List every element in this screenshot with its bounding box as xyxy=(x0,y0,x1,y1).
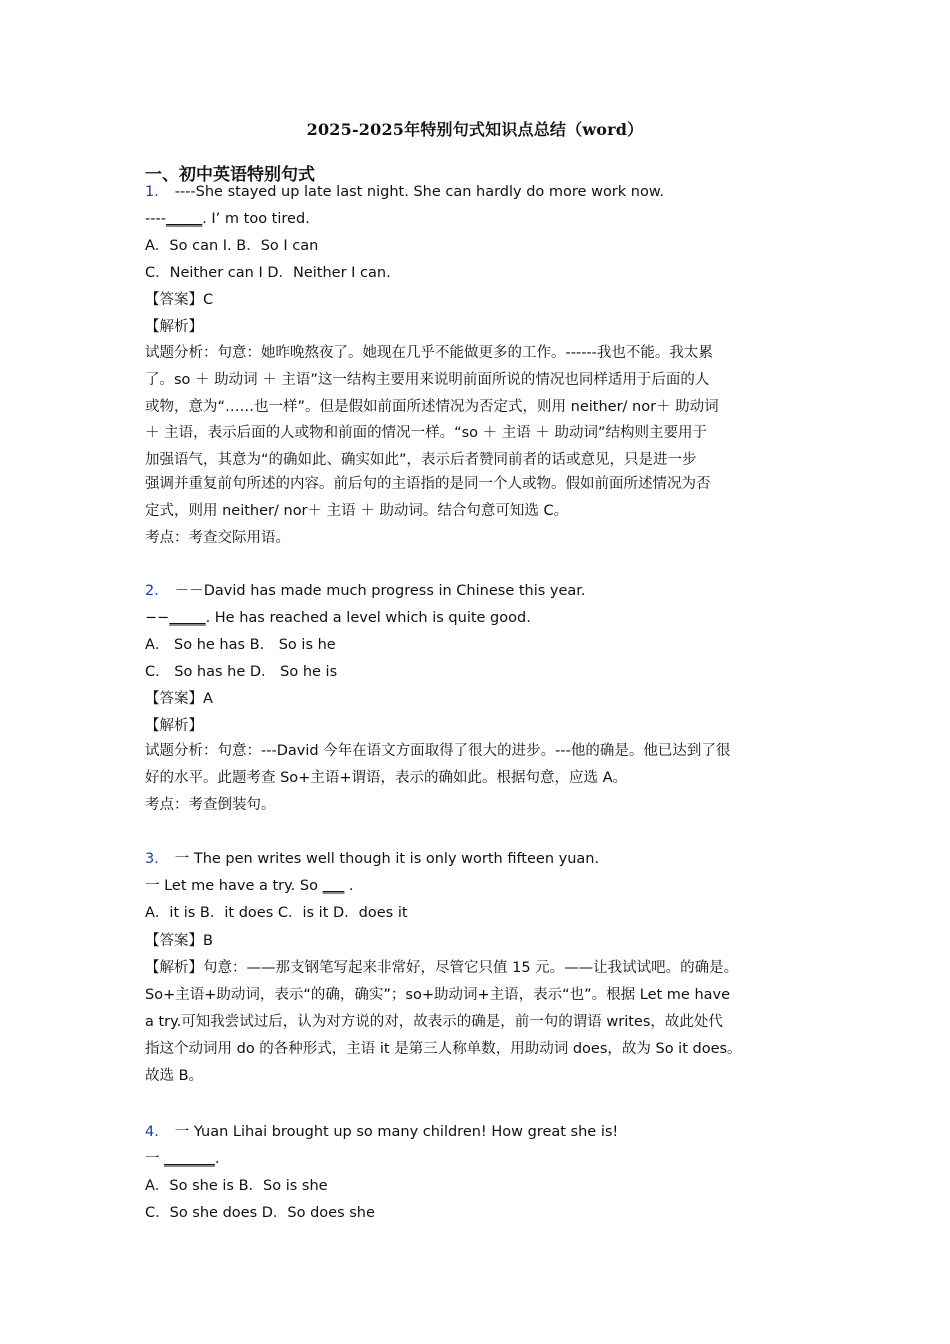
analysis-line: 了。so ＋ 助动词 ＋ 主语”这一结构主要用来说明前面所说的情况也同样适用于后面的人 xyxy=(145,372,710,388)
question-number: 1． xyxy=(145,184,169,200)
answer-blank: _______ xyxy=(164,1151,215,1167)
question-3-blank-line: 一 Let me have a try. So ___ . xyxy=(145,878,354,894)
question-1-analysis-label: 【解析】 xyxy=(145,319,203,335)
question-1-point: 考点：考查交际用语。 xyxy=(145,530,290,546)
analysis-line: 或物，意为“……也一样”。但是假如前面所述情况为否定式，则用 neither/ nor＋ 助动词 xyxy=(145,399,719,415)
analysis-line: 定式，则用 neither/ nor＋ 主语 ＋ 助动词。结合句意可知选 C。 xyxy=(145,503,569,519)
question-number: 4． xyxy=(145,1124,169,1140)
question-3-stem: 3． 一 The pen writes well though it is only worth fifteen yuan. xyxy=(145,851,600,867)
question-number: 3． xyxy=(145,851,169,867)
question-2-options-ab: A． So he has B． So is he xyxy=(145,637,336,653)
question-2-answer: 【答案】A xyxy=(145,691,213,707)
analysis-line: 故选 B。 xyxy=(145,1068,204,1084)
question-1-answer: 【答案】C xyxy=(145,292,214,308)
analysis-line: 好的水平。此题考查 So+主语+谓语，表示的确如此。根据句意，应选 A。 xyxy=(145,770,628,786)
question-number: 2． xyxy=(145,583,169,599)
question-2-blank-line: −−_____. He has reached a level which is quite good. xyxy=(145,610,531,626)
analysis-line: 指这个动词用 do 的各种形式，主语 it 是第三人称单数，用助动词 does，故为 So it does。 xyxy=(145,1041,742,1057)
question-4-options-ab: A．So she is B．So is she xyxy=(145,1178,328,1194)
analysis-line: 试题分析：句意：她昨晚熬夜了。她现在几乎不能做更多的工作。------我也不能。我太累 xyxy=(145,345,713,361)
analysis-line: 试题分析：句意：---David 今年在语文方面取得了很大的进步。---他的确是。他已达到了很 xyxy=(145,743,731,759)
analysis-line: 【解析】句意：——那支钢笔写起来非常好，尽管它只值 15 元。——让我试试吧。的确是。 xyxy=(145,960,739,976)
question-1-stem: 1． ----She stayed up late last night. She can hardly do more work now. xyxy=(145,184,664,200)
question-1-blank-line: ----_____. I’ m too tired. xyxy=(145,211,310,227)
analysis-line: So+主语+助动词，表示“的确，确实”；so+助动词+主语，表示“也”。根据 Let me have xyxy=(145,987,731,1003)
question-2-point: 考点：考查倒装句。 xyxy=(145,797,276,813)
analysis-line: 强调并重复前句所述的内容。前后句的主语指的是同一个人或物。假如前面所述情况为否 xyxy=(145,476,711,492)
analysis-line: 加强语气，其意为“的确如此、确实如此”，表示后者赞同前者的话或意见，只是进一步 xyxy=(145,452,697,468)
question-4-blank-line: 一 _______. xyxy=(145,1151,220,1167)
question-4-stem: 4． 一 Yuan Lihai brought up so many children! How great she is! xyxy=(145,1124,619,1140)
question-2-options-cd: C． So has he D． So he is xyxy=(145,664,338,680)
question-2-stem: 2． －－David has made much progress in Chinese this year. xyxy=(145,583,586,599)
question-1-options-cd: C．Neither can I D．Neither I can. xyxy=(145,265,391,281)
section-heading: 一、初中英语特别句式 xyxy=(145,165,315,185)
answer-blank: _____ xyxy=(169,610,206,626)
analysis-line: ＋ 主语，表示后面的人或物和前面的情况一样。“so ＋ 主语 ＋ 助动词”结构则主要用于 xyxy=(145,425,707,441)
answer-blank: _____ xyxy=(165,211,203,227)
answer-blank: ___ xyxy=(322,878,345,894)
question-3-answer: 【答案】B xyxy=(145,933,213,949)
question-1-options-ab: A．So can I. B．So I can xyxy=(145,238,319,254)
question-2-analysis-label: 【解析】 xyxy=(145,718,203,734)
question-4-options-cd: C．So she does D．So does she xyxy=(145,1205,375,1221)
document-title: 2025-2025年特别句式知识点总结（word） xyxy=(306,120,644,139)
analysis-line: a try.可知我尝试过后，认为对方说的对，故表示的确是，前一句的谓语 writes，故此处代 xyxy=(145,1014,723,1030)
question-3-options: A．it is B．it does C．is it D．does it xyxy=(145,905,408,921)
